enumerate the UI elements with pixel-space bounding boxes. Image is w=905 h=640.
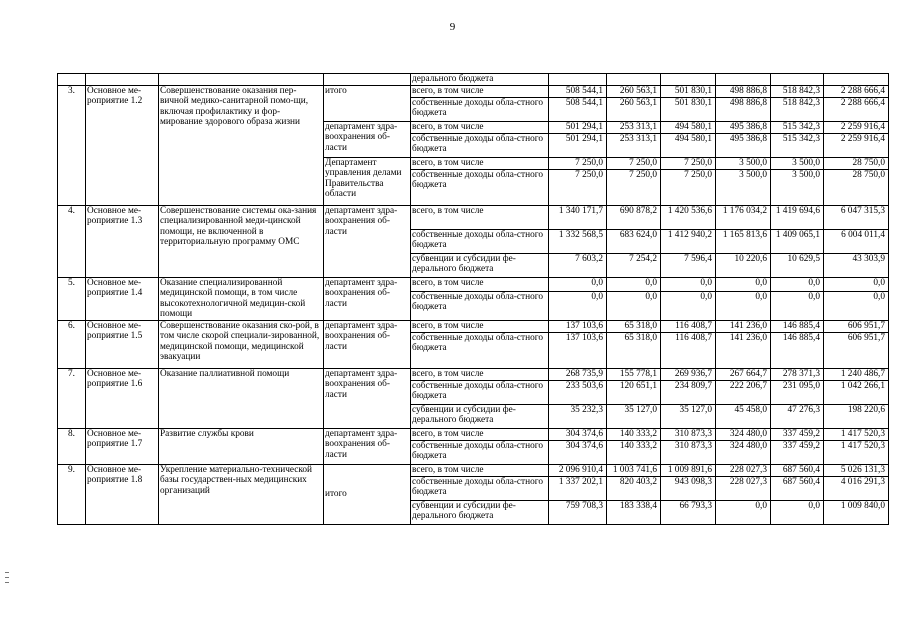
table-cell: 501 294,1 xyxy=(549,133,607,157)
table-cell: 0,0 xyxy=(549,291,607,320)
table-cell: собственные доходы обла-стного бюджета xyxy=(411,133,549,157)
table-cell: 7 596,4 xyxy=(661,253,716,277)
page-number: 9 xyxy=(449,21,456,33)
table-cell: 501 294,1 xyxy=(549,121,607,133)
table-cell: 116 408,7 xyxy=(661,320,716,332)
table-cell: Основное ме-роприятие 1.3 xyxy=(86,205,159,277)
table-cell: Укрепление материально-технической базы государствен-ных медицинских организаций xyxy=(159,464,324,524)
table-cell: 820 403,2 xyxy=(607,476,661,500)
table-cell: 1 419 694,6 xyxy=(771,205,824,229)
table-cell: собственные доходы обла-стного бюджета xyxy=(411,97,549,121)
table-cell xyxy=(159,74,324,86)
table-cell: 495 386,8 xyxy=(716,133,771,157)
table-cell: 310 873,3 xyxy=(661,428,716,440)
table-cell: Основное ме-роприятие 1.4 xyxy=(86,277,159,320)
table-cell: Основное ме-роприятие 1.2 xyxy=(86,85,159,205)
table-cell: 1 417 520,3 xyxy=(824,428,889,440)
table-cell: 518 842,3 xyxy=(771,85,824,97)
margin-mark xyxy=(5,582,9,583)
table-cell: 508 544,1 xyxy=(549,85,607,97)
table-cell: Основное ме-роприятие 1.6 xyxy=(86,368,159,428)
table-cell: 1 337 202,1 xyxy=(549,476,607,500)
table-cell: 0,0 xyxy=(661,277,716,291)
table-cell: всего, в том числе xyxy=(411,121,549,133)
table-cell: 228 027,3 xyxy=(716,464,771,476)
table-row xyxy=(58,74,889,86)
table-cell: 66 793,3 xyxy=(661,500,716,524)
table-cell: 253 313,1 xyxy=(607,133,661,157)
table-cell: 0,0 xyxy=(607,277,661,291)
table-cell xyxy=(824,74,889,86)
table-cell: 222 206,7 xyxy=(716,380,771,404)
table-cell: 10 629,5 xyxy=(771,253,824,277)
table-cell: 260 563,1 xyxy=(607,97,661,121)
table-cell: 515 342,3 xyxy=(771,121,824,133)
table-cell: 278 371,3 xyxy=(771,368,824,380)
table-cell: 155 778,1 xyxy=(607,368,661,380)
table-cell: 501 830,1 xyxy=(661,85,716,97)
table-cell: Основное ме-роприятие 1.5 xyxy=(86,320,159,368)
table-row xyxy=(58,320,889,332)
table-cell: 120 651,1 xyxy=(607,380,661,404)
table-cell: Развитие службы крови xyxy=(159,428,324,464)
table-cell: департамент здра-воохранения об-ласти xyxy=(324,121,411,157)
table-cell: 495 386,8 xyxy=(716,121,771,133)
table-cell: 0,0 xyxy=(661,291,716,320)
table-cell: 228 027,3 xyxy=(716,476,771,500)
table-cell: 1 003 741,6 xyxy=(607,464,661,476)
table-cell: 28 750,0 xyxy=(824,169,889,205)
table-cell: Основное ме-роприятие 1.8 xyxy=(86,464,159,524)
table-cell: 35 127,0 xyxy=(661,404,716,428)
table-cell: 1 176 034,2 xyxy=(716,205,771,229)
table-cell: 494 580,1 xyxy=(661,121,716,133)
table-cell: 267 664,7 xyxy=(716,368,771,380)
table-cell: собственные доходы обла-стного бюджета xyxy=(411,229,549,253)
table-cell xyxy=(771,74,824,86)
table-cell: 0,0 xyxy=(549,277,607,291)
table-cell: 47 276,3 xyxy=(771,404,824,428)
table-cell: 606 951,7 xyxy=(824,332,889,368)
table-cell: 7 254,2 xyxy=(607,253,661,277)
margin-mark xyxy=(5,577,9,578)
table-cell: 0,0 xyxy=(824,277,889,291)
table-cell: Оказание специализированной медицинской помощи, в том числе высокотехнологичной медицин-ской помощи xyxy=(159,277,324,320)
table-cell: 146 885,4 xyxy=(771,320,824,332)
table-row xyxy=(58,277,889,291)
table-cell xyxy=(549,74,607,86)
table-cell: 8. xyxy=(58,428,86,464)
table-cell: 140 333,2 xyxy=(607,428,661,440)
table-cell: Совершенствование системы ока-зания специализированной меди-цинской помощи, не включенной в территориальную программу ОМС xyxy=(159,205,324,277)
table-cell: 141 236,0 xyxy=(716,332,771,368)
table-cell: 759 708,3 xyxy=(549,500,607,524)
table-cell: 253 313,1 xyxy=(607,121,661,133)
table-cell: собственные доходы обла-стного бюджета xyxy=(411,476,549,500)
table-cell: 2 259 916,4 xyxy=(824,133,889,157)
table-cell: всего, в том числе xyxy=(411,320,549,332)
budget-table xyxy=(57,73,889,525)
table-cell: 494 580,1 xyxy=(661,133,716,157)
table-row xyxy=(58,428,889,440)
table-cell: 269 936,7 xyxy=(661,368,716,380)
table-cell: 10 220,6 xyxy=(716,253,771,277)
table-cell: 1 340 171,7 xyxy=(549,205,607,229)
table-cell: 198 220,6 xyxy=(824,404,889,428)
table-cell: Основное ме-роприятие 1.7 xyxy=(86,428,159,464)
table-cell: 6. xyxy=(58,320,86,368)
table-cell: 7 250,0 xyxy=(607,169,661,205)
table-row xyxy=(58,464,889,476)
table-cell: всего, в том числе xyxy=(411,157,549,169)
table-cell: 7 250,0 xyxy=(661,169,716,205)
margin-mark xyxy=(5,572,9,573)
table-cell: 4. xyxy=(58,205,86,277)
table-cell: итого xyxy=(324,85,411,121)
table-cell: 501 830,1 xyxy=(661,97,716,121)
table-cell: субвенции и субсидии фе-дерального бюджета xyxy=(411,404,549,428)
table-cell: дерального бюджета xyxy=(411,74,549,86)
table-cell: субвенции и субсидии фе-дерального бюджета xyxy=(411,500,549,524)
table-cell: 5 026 131,3 xyxy=(824,464,889,476)
table-cell: 7 250,0 xyxy=(661,157,716,169)
table-cell: 690 878,2 xyxy=(607,205,661,229)
table-cell: 35 232,3 xyxy=(549,404,607,428)
table-cell: 337 459,2 xyxy=(771,428,824,440)
table-cell: 0,0 xyxy=(607,291,661,320)
table-cell: 687 560,4 xyxy=(771,464,824,476)
table-cell: Оказание паллиативной помощи xyxy=(159,368,324,428)
table-cell: 0,0 xyxy=(716,500,771,524)
table-cell: 43 303,9 xyxy=(824,253,889,277)
table-cell: 3 500,0 xyxy=(716,157,771,169)
table-cell: 268 735,9 xyxy=(549,368,607,380)
table-cell: собственные доходы обла-стного бюджета xyxy=(411,169,549,205)
table-cell: 0,0 xyxy=(716,291,771,320)
table-cell: 6 047 315,3 xyxy=(824,205,889,229)
table-cell: субвенции и субсидии фе-дерального бюджета xyxy=(411,253,549,277)
table-cell: 116 408,7 xyxy=(661,332,716,368)
table-cell: 0,0 xyxy=(716,277,771,291)
table-cell: 304 374,6 xyxy=(549,440,607,464)
table-cell: 6 004 011,4 xyxy=(824,229,889,253)
table-cell: 2 288 666,4 xyxy=(824,97,889,121)
table-cell: собственные доходы обла-стного бюджета xyxy=(411,332,549,368)
table-cell: 683 624,0 xyxy=(607,229,661,253)
table-cell: 3 500,0 xyxy=(716,169,771,205)
table-row xyxy=(58,205,889,229)
table-cell: 606 951,7 xyxy=(824,320,889,332)
table-cell: 1 332 568,5 xyxy=(549,229,607,253)
table-cell: 0,0 xyxy=(771,277,824,291)
table-cell: 1 165 813,6 xyxy=(716,229,771,253)
table-cell: 231 095,0 xyxy=(771,380,824,404)
table-cell: 183 338,4 xyxy=(607,500,661,524)
table-cell: 260 563,1 xyxy=(607,85,661,97)
table-cell: собственные доходы обла-стного бюджета xyxy=(411,440,549,464)
table-cell: 35 127,0 xyxy=(607,404,661,428)
table-cell: 65 318,0 xyxy=(607,332,661,368)
table-cell: 28 750,0 xyxy=(824,157,889,169)
table-cell: 7 603,2 xyxy=(549,253,607,277)
table-cell: 2 259 916,4 xyxy=(824,121,889,133)
table-cell: 3. xyxy=(58,85,86,205)
table-cell: всего, в том числе xyxy=(411,464,549,476)
table-cell: собственные доходы обла-стного бюджета xyxy=(411,380,549,404)
table-row xyxy=(58,368,889,380)
table-cell xyxy=(324,74,411,86)
table-cell: 4 016 291,3 xyxy=(824,476,889,500)
table-cell: 233 503,6 xyxy=(549,380,607,404)
table-cell: 2 096 910,4 xyxy=(549,464,607,476)
table-cell: 518 842,3 xyxy=(771,97,824,121)
table-cell: 304 374,6 xyxy=(549,428,607,440)
table-cell xyxy=(86,74,159,86)
table-cell: 0,0 xyxy=(771,500,824,524)
table-cell xyxy=(661,74,716,86)
table-cell: 65 318,0 xyxy=(607,320,661,332)
table-cell: 687 560,4 xyxy=(771,476,824,500)
table-cell: 508 544,1 xyxy=(549,97,607,121)
table-cell: всего, в том числе xyxy=(411,368,549,380)
table-cell: Совершенствование оказания ско-рой, в том числе скорой специали-зированной, медицинской помощи, медицинской эвакуации xyxy=(159,320,324,368)
table-cell: 1 412 940,2 xyxy=(661,229,716,253)
table-cell: 1 417 520,3 xyxy=(824,440,889,464)
table-cell xyxy=(58,74,86,86)
table-cell: всего, в том числе xyxy=(411,277,549,291)
table-cell: 140 333,2 xyxy=(607,440,661,464)
table-cell: 1 009 891,6 xyxy=(661,464,716,476)
table-cell: департамент здра-воохранения об-ласти xyxy=(324,205,411,277)
table-cell: всего, в том числе xyxy=(411,205,549,229)
table-cell: 141 236,0 xyxy=(716,320,771,332)
table-cell: 5. xyxy=(58,277,86,320)
table-cell: 1 420 536,6 xyxy=(661,205,716,229)
table-cell: 1 240 486,7 xyxy=(824,368,889,380)
table-cell: 324 480,0 xyxy=(716,440,771,464)
table-cell: 515 342,3 xyxy=(771,133,824,157)
table-cell: департамент здра-воохранения об-ласти xyxy=(324,368,411,428)
table-cell: 234 809,7 xyxy=(661,380,716,404)
table-cell: 498 886,8 xyxy=(716,97,771,121)
table-cell: собственные доходы обла-стного бюджета xyxy=(411,291,549,320)
table-cell: Департамент управления делами Правительства области xyxy=(324,157,411,205)
table-cell: департамент здра-воохранения об-ласти xyxy=(324,428,411,464)
table-cell: 324 480,0 xyxy=(716,428,771,440)
table-cell: всего, в том числе xyxy=(411,428,549,440)
table-cell: 3 500,0 xyxy=(771,169,824,205)
table-cell: департамент здра-воохранения об-ласти xyxy=(324,277,411,320)
table-cell: 943 098,3 xyxy=(661,476,716,500)
table-cell xyxy=(607,74,661,86)
table-cell: 45 458,0 xyxy=(716,404,771,428)
table-cell: 3 500,0 xyxy=(771,157,824,169)
table-cell: 7 250,0 xyxy=(549,157,607,169)
table-cell: 2 288 666,4 xyxy=(824,85,889,97)
table-cell: 7. xyxy=(58,368,86,428)
table-cell: 337 459,2 xyxy=(771,440,824,464)
table-cell: 137 103,6 xyxy=(549,320,607,332)
table-cell: 7 250,0 xyxy=(607,157,661,169)
table-cell: 1 009 840,0 xyxy=(824,500,889,524)
table-cell: 310 873,3 xyxy=(661,440,716,464)
table-cell: 1 042 266,1 xyxy=(824,380,889,404)
table-cell: 0,0 xyxy=(824,291,889,320)
table-cell: 9. xyxy=(58,464,86,524)
table-cell: итого xyxy=(324,464,411,524)
table-cell: 1 409 065,1 xyxy=(771,229,824,253)
table-cell: Совершенствование оказания пер-вичной медико-санитарной помо-щи, включая профилактику и фор-мирование здорового образа жизни xyxy=(159,85,324,205)
table-cell: всего, в том числе xyxy=(411,85,549,97)
table-cell: 498 886,8 xyxy=(716,85,771,97)
table-cell: 7 250,0 xyxy=(549,169,607,205)
table-cell: 137 103,6 xyxy=(549,332,607,368)
table-cell: департамент здра-воохранения об-ласти xyxy=(324,320,411,368)
table-cell: 0,0 xyxy=(771,291,824,320)
table-cell xyxy=(716,74,771,86)
table-row xyxy=(58,85,889,97)
table-cell: 146 885,4 xyxy=(771,332,824,368)
